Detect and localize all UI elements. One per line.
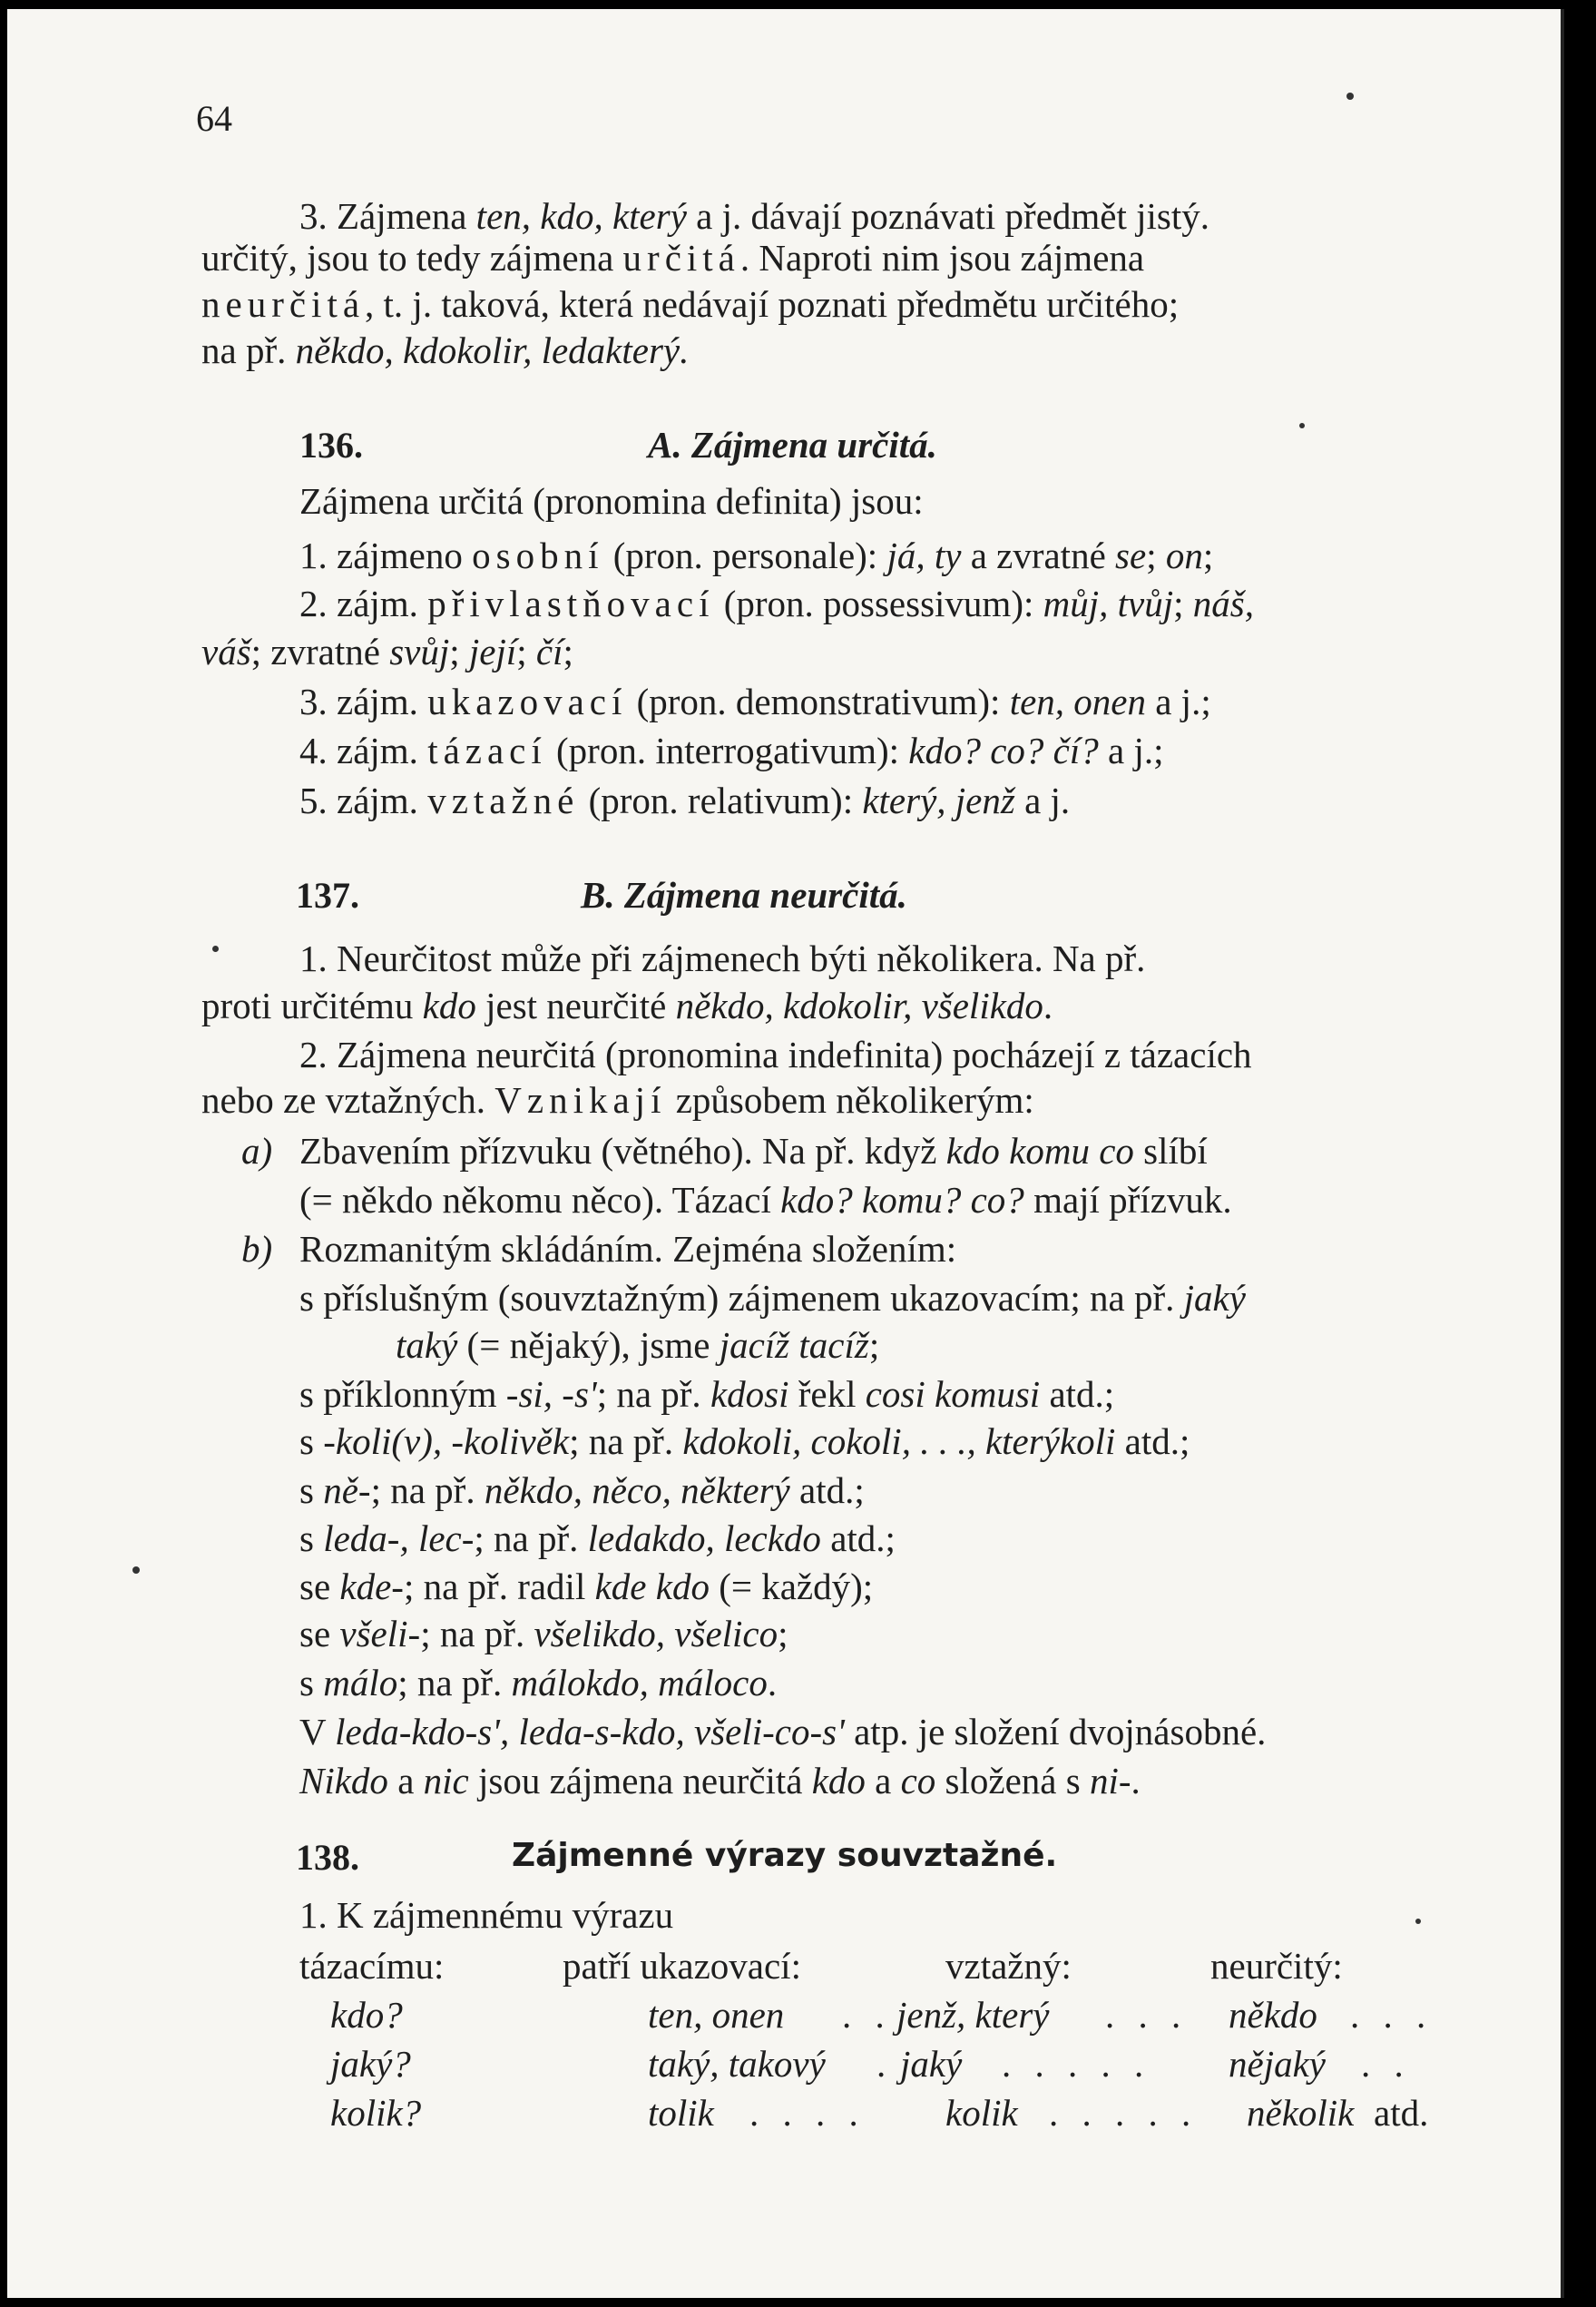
paragraph-line: 2. Zájmena neurčitá (pronomina indefinita) pocházejí z tázacích <box>299 1034 1252 1075</box>
table-cell: atd. <box>1374 2092 1429 2134</box>
paragraph-line: Rozmanitým skládáním. Zejména složením: <box>299 1228 957 1270</box>
table-header-demonstrative: patří ukazovací: <box>563 1945 801 1987</box>
leader-dots: . . . <box>1350 1994 1434 2036</box>
paragraph-line: se všeli-; na př. všelikdo, všelico; <box>299 1613 788 1654</box>
list-item: 3. zájm. ukazovací (pron. demonstrativum): ten, onen a j.; <box>299 681 1211 722</box>
section-heading-138: Zájmenné výrazy souvztažné. <box>512 1837 1058 1874</box>
paragraph-line: Nikdo a nic jsou zájmena neurčitá kdo a co složená s ni-. <box>299 1760 1141 1801</box>
paragraph-line: s ně-; na př. někdo, něco, některý atd.; <box>299 1469 865 1511</box>
book-page <box>7 9 1564 2298</box>
paragraph-line: s leda-, lec-; na př. ledakdo, leckdo atd.; <box>299 1517 896 1559</box>
table-cell: jaký? <box>330 2043 411 2085</box>
section-number-138: 138. <box>296 1837 359 1878</box>
leader-dots: . . . . <box>749 2092 866 2134</box>
table-cell: tolik <box>648 2092 714 2134</box>
text-line: na př. někdo, kdokolir, ledakterý. <box>201 329 690 371</box>
text-line: 3. Zájmena ten, kdo, který a j. dávají poznávati předmět jistý. <box>299 195 1210 237</box>
list-item: 2. zájm. přivlastňovací (pron. possessivum): můj, tvůj; náš, <box>299 583 1254 624</box>
leader-dots: . . <box>842 1994 892 2036</box>
paragraph-line: s -koli(v), -kolivěk; na př. kdokoli, cokoli, . . ., kterýkoli atd.; <box>299 1420 1190 1462</box>
print-speck <box>132 1566 140 1574</box>
table-cell: kdo? <box>330 1994 403 2036</box>
leader-dots: . <box>876 2043 894 2085</box>
print-speck <box>1299 423 1305 428</box>
section-heading-137: B. Zájmena neurčitá. <box>581 874 907 916</box>
section-intro-136: Zájmena určitá (pronomina definita) jsou: <box>299 480 924 522</box>
text-line: určitý, jsou to tedy zájmena určitá. Naproti nim jsou zájmena <box>201 237 1145 279</box>
table-cell: ten, onen <box>648 1994 785 2036</box>
table-cell: taký, takový <box>648 2043 826 2085</box>
paragraph-line: proti určitému kdo jest neurčité někdo, kdokolir, všelikdo. <box>201 985 1053 1026</box>
section-number-137: 137. <box>296 875 359 916</box>
table-header-relative: vztažný: <box>945 1945 1072 1987</box>
page-number: 64 <box>196 98 232 139</box>
leader-dots: . . <box>1361 2043 1411 2085</box>
section-number-136: 136. <box>299 425 363 466</box>
paragraph-line: s příklonným -si, -s'; na př. kdosi řekl cosi komusi atd.; <box>299 1373 1115 1415</box>
page-edge <box>1561 9 1564 2298</box>
paragraph-line: se kde-; na př. radil kde kdo (= každý); <box>299 1566 874 1607</box>
section-intro-138: 1. K zájmennému výrazu <box>299 1894 674 1936</box>
list-item: 5. zájm. vztažné (pron. relativum): který, jenž a j. <box>299 780 1071 821</box>
list-item-continued: váš; zvratné svůj; její; čí; <box>201 631 573 672</box>
paragraph-line: nebo ze vztažných. Vznikají způsobem několikerým: <box>201 1079 1034 1121</box>
paragraph-line: 1. Neurčitost může při zájmenech býti několikera. Na př. <box>299 938 1146 979</box>
table-cell: několik <box>1247 2092 1355 2134</box>
table-cell: kolik? <box>330 2092 422 2134</box>
paragraph-line: taký (= nějaký), jsme jacíž tacíž; <box>396 1324 880 1366</box>
paragraph-line: s příslušným (souvztažným) zájmenem ukazovacím; na př. jaký <box>299 1277 1246 1319</box>
list-item: 4. zájm. tázací (pron. interrogativum): kdo? co? čí? a j.; <box>299 730 1164 771</box>
list-label-a: a) <box>241 1130 273 1172</box>
paragraph-line: (= někdo někomu něco). Tázací kdo? komu? co? mají přízvuk. <box>299 1179 1232 1221</box>
leader-dots: . . . . . <box>1049 2092 1199 2134</box>
print-speck <box>1346 93 1354 100</box>
leader-dots: . . . <box>1105 1994 1189 2036</box>
print-speck <box>1415 1919 1421 1924</box>
table-cell: někdo <box>1229 1994 1317 2036</box>
paragraph-line: s málo; na př. málokdo, máloco. <box>299 1662 778 1703</box>
table-cell: nějaký <box>1229 2043 1326 2085</box>
list-item: 1. zájmeno osobní (pron. personale): já, ty a zvratné se; on; <box>299 535 1214 576</box>
paragraph-line: Zbavením přízvuku (větného). Na př. když kdo komu co slíbí <box>299 1130 1208 1172</box>
leader-dots: . . . . . <box>1002 2043 1151 2085</box>
print-speck <box>212 946 219 952</box>
table-header-interrogative: tázacímu: <box>299 1945 445 1987</box>
list-label-b: b) <box>241 1228 273 1270</box>
table-cell: jaký <box>900 2043 963 2085</box>
section-heading-136: A. Zájmena určitá. <box>648 424 937 466</box>
paragraph-line: V leda-kdo-s', leda-s-kdo, všeli-co-s' atp. je složení dvojnásobné. <box>299 1711 1267 1752</box>
table-header-indefinite: neurčitý: <box>1210 1945 1343 1987</box>
text-line: neurčitá, t. j. taková, která nedávají poznati předmětu určitého; <box>201 283 1180 325</box>
table-cell: jenž, který <box>896 1994 1050 2036</box>
table-cell: kolik <box>945 2092 1018 2134</box>
